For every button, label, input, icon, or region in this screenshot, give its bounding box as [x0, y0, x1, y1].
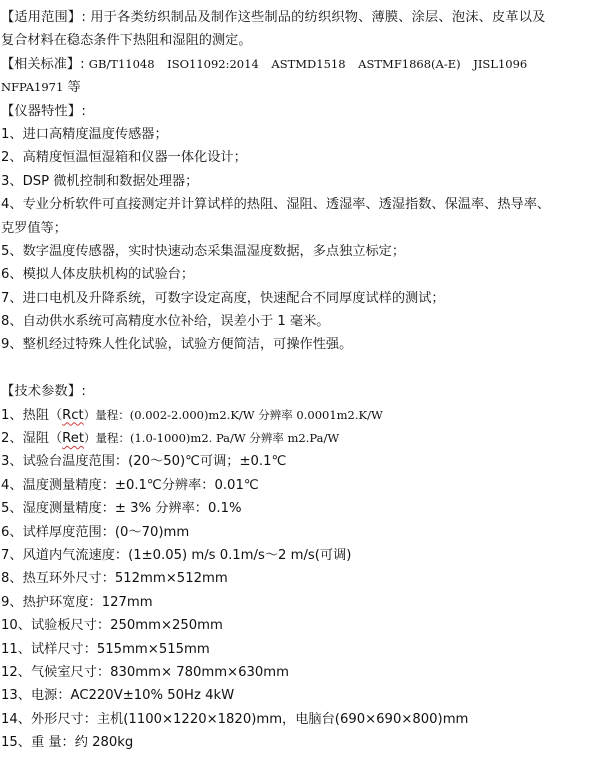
- param-item: 10、试验板尺寸：250mm×250mm: [1, 618, 223, 634]
- param-text: 1、热阻（: [1, 407, 63, 423]
- spellcheck-flagged-word: Ret: [62, 431, 84, 447]
- param-item: 13、电源：AC220V±10% 50Hz 4kW: [1, 688, 235, 704]
- standards-codes: GB/T11048 ISO11092:2014 ASTMD1518 ASTMF1868(A-E) JISL1096: [88, 56, 528, 71]
- feature-item: 3、DSP 微机控制和数据处理器；: [1, 173, 199, 189]
- feature-item: 4、专业分析软件可直接测定并计算试样的热阻、湿阻、透湿率、透湿指数、保温率、热导率、: [1, 197, 551, 213]
- feature-item: 2、高精度恒温恒湿箱和仪器一体化设计；: [1, 150, 247, 166]
- param-item: 5、湿度测量精度：± 3% 分辨率：0.1%: [1, 501, 242, 517]
- feature-item: 8、自动供水系统可高精度水位补给，误差小于 1 毫米。: [1, 314, 330, 330]
- standards-line-2: [0, 76, 600, 99]
- param-item: 15、重 量：约 280kg: [1, 735, 134, 751]
- param-item: 3、试验台温度范围：(20～50)℃可调；±0.1℃: [1, 454, 287, 470]
- spec-document: [0, 6, 600, 755]
- params-heading: 【技术参数】:: [1, 384, 86, 400]
- standards-suffix: 等: [67, 80, 81, 96]
- param-text: ）量程：(1.0-1000)m2. Pa/W 分辨率 m2.Pa/W: [84, 431, 340, 446]
- standards-code-nfpa: NFPA1971: [1, 80, 64, 95]
- standards-line-1: [0, 53, 600, 76]
- param-item-moisture-resistance: [0, 427, 600, 450]
- param-item: 7、风道内气流速度：(1±0.05) m/s 0.1m/s～2 m/s(可调): [1, 547, 352, 563]
- param-item: 12、气候室尺寸：830mm× 780mm×630mm: [1, 664, 289, 680]
- feature-item: 9、整机经过特殊人性化试验，试验方便简洁，可操作性强。: [1, 337, 353, 353]
- feature-item: 7、进口电机及升降系统，可数字设定高度，快速配合不同厚度试样的测试；: [1, 290, 445, 306]
- features-heading: 【仪器特性】:: [1, 103, 86, 119]
- param-item: 8、热互环外尺寸：512mm×512mm: [1, 571, 228, 587]
- feature-item: 5、数字温度传感器，实时快速动态采集温湿度数据，多点独立标定；: [1, 243, 406, 259]
- feature-item: 克罗值等；: [1, 220, 67, 236]
- param-text: 2、湿阻（: [1, 431, 63, 447]
- param-item-thermal-resistance: [0, 404, 600, 427]
- standards-label: 【相关标准】:: [1, 56, 89, 72]
- param-item: 6、试样厚度范围：(0～70)mm: [1, 524, 190, 540]
- scope-line-2: 复合材料在稳态条件下热阻和湿阻的测定。: [1, 33, 252, 49]
- scope-line-1: 【适用范围】: 用于各类纺织制品及制作这些制品的纺织织物、薄膜、涂层、泡沫、皮革以及: [1, 10, 546, 25]
- feature-item: 1、进口高精度温度传感器；: [1, 126, 168, 142]
- feature-item: 6、模拟人体皮肤机构的试验台；: [1, 267, 195, 283]
- param-text: ）量程：(0.002-2.000)m2.K/W 分辨率 0.0001m2.K/W: [83, 407, 383, 422]
- param-item: 14、外形尺寸：主机(1100×1220×1820)mm，电脑台(690×690×800)mm: [1, 711, 469, 727]
- param-item: 4、温度测量精度：±0.1℃分辨率：0.01℃: [1, 477, 259, 493]
- param-item: 9、热护环宽度：127mm: [1, 594, 153, 610]
- param-item: 11、试样尺寸：515mm×515mm: [1, 641, 210, 657]
- spacer: [0, 357, 600, 380]
- spellcheck-flagged-word: Rct: [62, 407, 84, 423]
